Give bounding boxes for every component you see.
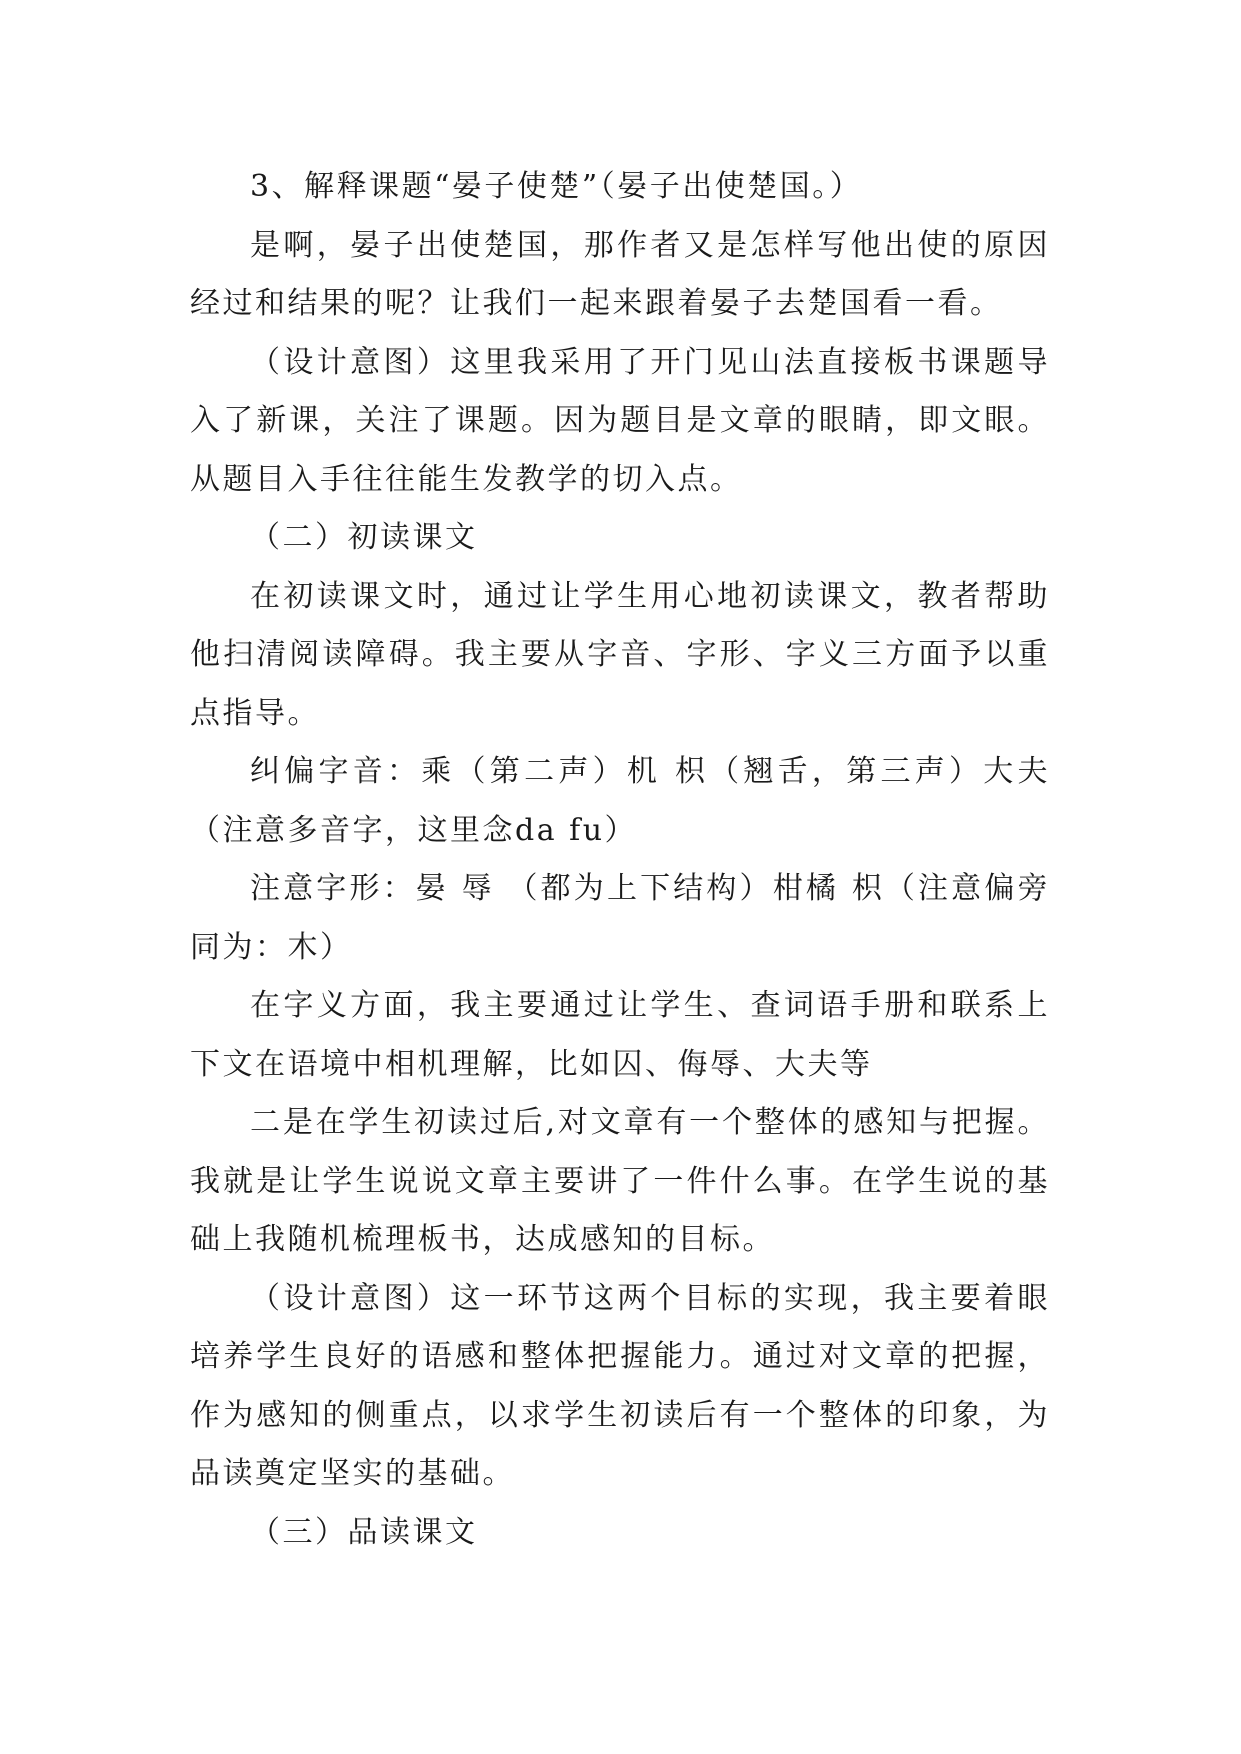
- paragraph-overall-perception: 二是在学生初读过后,对文章有一个整体的感知与把握。我就是让学生说说文章主要讲了一件什么事。在学生说的基础上我随机梳理板书，达成感知的目标。: [190, 1105, 1050, 1257]
- section-heading-first-reading: （二）初读课文: [250, 520, 478, 555]
- paragraph-design-intent-1: （设计意图）这里我采用了开门见山法直接板书课题导入了新课，关注了课题。因为题目是文章的眼睛，即文眼。从题目入手往往能生发教学的切入点。: [190, 344, 1050, 497]
- paragraph-character-form: 注意字形：晏 辱 （都为上下结构）柑橘 枳（注意偏旁同为：木）: [190, 871, 1050, 965]
- paragraph-first-reading: 在初读课文时，通过让学生用心地初读课文，教者帮助他扫清阅读障碍。我主要从字音、字形、字义三方面予以重点指导。: [190, 578, 1050, 731]
- paragraph-pronunciation: 纠偏字音：乘（第二声）机 枳（翘舌，第三声）大夫（注意多音字，这里念da fu）: [190, 754, 1050, 848]
- document-body: [190, 158, 1050, 1562]
- paragraph-explain-title: 3、解释课题“晏子使楚”（晏子出使楚国。）: [250, 169, 863, 204]
- paragraph-design-intent-2: （设计意图）这一环节这两个目标的实现，我主要着眼培养学生良好的语感和整体把握能力。通过对文章的把握，作为感知的侧重点，以求学生初读后有一个整体的印象，为品读奠定坚实的基础。: [190, 1280, 1050, 1491]
- paragraph-word-meaning: 在字义方面，我主要通过让学生、查词语手册和联系上下文在语境中相机理解，比如囚、侮辱、大夫等: [190, 988, 1050, 1082]
- section-heading-close-reading: （三）品读课文: [250, 1514, 478, 1550]
- paragraph-intro-question: 是啊，晏子出使楚国，那作者又是怎样写他出使的原因经过和结果的呢？让我们一起来跟着晏子去楚国看一看。: [190, 227, 1050, 321]
